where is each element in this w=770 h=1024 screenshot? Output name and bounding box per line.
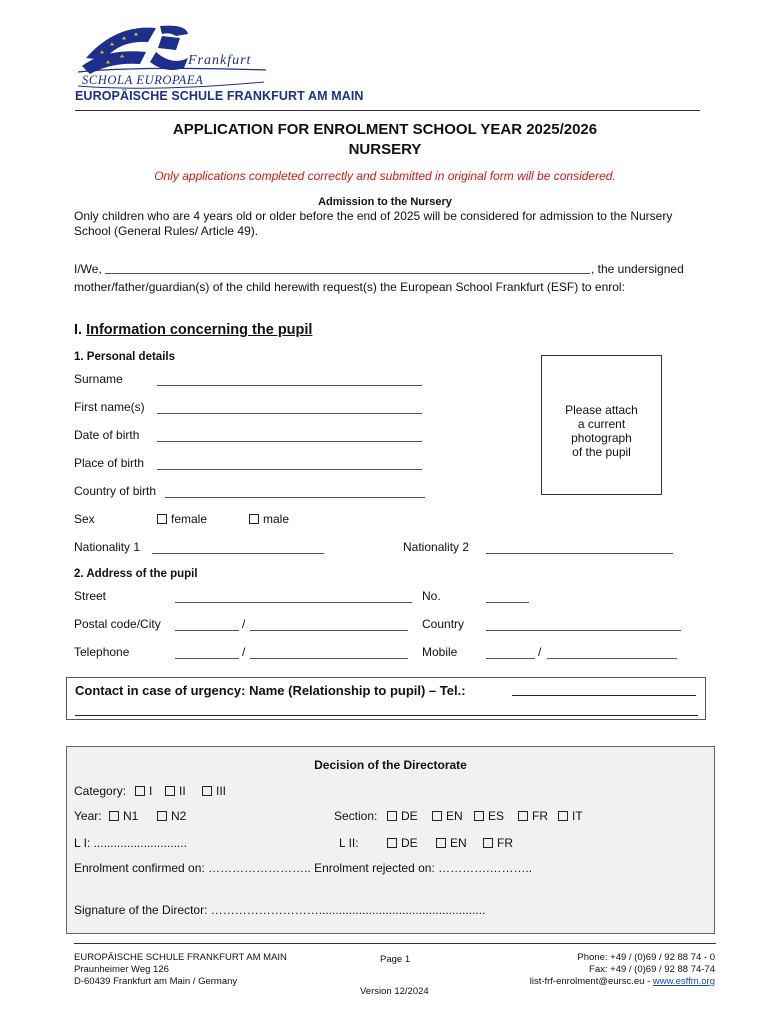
category-option-ii[interactable]	[165, 784, 186, 798]
photo-text-1: Please attach	[565, 403, 638, 417]
first-names-label: First name(s)	[74, 400, 145, 414]
year-n2-label: N2	[171, 809, 187, 823]
form-subtitle: NURSERY	[348, 141, 422, 158]
category-ii-checkbox[interactable]	[165, 786, 175, 796]
sex-male-option[interactable]	[249, 512, 289, 526]
l2-de-label: DE	[401, 836, 418, 850]
male-checkbox[interactable]	[249, 514, 259, 524]
section-1-number: I.	[74, 322, 83, 338]
postal-separator: /	[242, 617, 246, 631]
mobile-label: Mobile	[422, 645, 458, 659]
photo-text-3: photograph	[571, 431, 632, 445]
photo-text-2: a current	[577, 417, 626, 431]
nationality1-field[interactable]	[152, 542, 324, 554]
dob-field[interactable]	[157, 430, 422, 442]
section-fr-checkbox[interactable]	[518, 811, 528, 821]
school-name: EUROPÄISCHE SCHULE FRANKFURT AM MAIN	[75, 89, 364, 103]
country-of-birth-field[interactable]	[165, 486, 425, 498]
category-option-i[interactable]	[135, 784, 152, 798]
form-title: APPLICATION FOR ENROLMENT SCHOOL YEAR 2025/2026	[172, 121, 598, 138]
urgency-contact-field[interactable]	[512, 685, 696, 696]
dob-label: Date of birth	[74, 428, 140, 442]
version: Version 12/2024	[360, 986, 429, 997]
year-n1-label: N1	[123, 809, 139, 823]
footer-city: D-60439 Frankfurt am Main / Germany	[74, 976, 238, 987]
telephone-label: Telephone	[74, 645, 130, 659]
footer-email-line	[470, 976, 715, 988]
telephone-prefix-field[interactable]	[175, 647, 239, 659]
l2-en-label: EN	[450, 836, 467, 850]
l2-option-en[interactable]	[436, 836, 467, 850]
section-en-label: EN	[446, 809, 463, 823]
footer-divider	[74, 943, 716, 944]
footer-street: Praunheimer Weg 126	[74, 964, 169, 975]
first-names-field[interactable]	[157, 402, 422, 414]
category-label: Category:	[74, 784, 127, 798]
country-of-birth-label: Country of birth	[74, 484, 157, 498]
pob-label: Place of birth	[74, 456, 145, 470]
postal-city-label: Postal code/City	[74, 617, 161, 631]
year-label: Year:	[74, 809, 102, 823]
section-en-checkbox[interactable]	[432, 811, 442, 821]
female-checkbox[interactable]	[157, 514, 167, 524]
footer-email[interactable]: list-frf-enrolment@eursc.eu -	[529, 976, 653, 987]
section-option-en[interactable]	[432, 809, 463, 823]
category-i-label: I	[149, 784, 153, 798]
l1-label: L I: ............................	[74, 836, 187, 850]
logo-frankfurt-text: Frankfurt	[188, 53, 252, 68]
footer-fax: Fax: +49 / (0)69 / 92 88 74-74	[589, 964, 715, 975]
year-n2-checkbox[interactable]	[157, 811, 167, 821]
male-label: male	[263, 512, 290, 526]
sex-female-option[interactable]	[157, 512, 207, 526]
directorate-heading: Decision of the Directorate	[314, 758, 467, 772]
section-1-heading	[74, 322, 312, 338]
section-label: Section:	[334, 809, 378, 823]
category-i-checkbox[interactable]	[135, 786, 145, 796]
surname-label: Surname	[74, 372, 123, 386]
mobile-prefix-field[interactable]	[486, 647, 535, 659]
year-option-n1[interactable]	[109, 809, 138, 823]
nationality2-field[interactable]	[486, 542, 673, 554]
mobile-number-field[interactable]	[547, 647, 677, 659]
enrolment-decision: Enrolment confirmed on: …………………….. Enrolment rejected on: ………….………..	[74, 861, 533, 875]
section-de-label: DE	[401, 809, 418, 823]
footer-school: EUROPÄISCHE SCHULE FRANKFURT AM MAIN	[74, 952, 287, 963]
declaration-prefix: I/We,	[74, 262, 102, 276]
year-n1-checkbox[interactable]	[109, 811, 119, 821]
surname-field[interactable]	[157, 374, 422, 386]
nationality2-label: Nationality 2	[403, 540, 470, 554]
street-field[interactable]	[175, 591, 412, 603]
section-de-checkbox[interactable]	[387, 811, 397, 821]
sex-label: Sex	[74, 512, 95, 526]
declaration-suffix: , the undersigned	[591, 262, 684, 276]
photo-box[interactable]	[541, 355, 662, 495]
section-fr-label: FR	[532, 809, 548, 823]
admission-text: Only children who are 4 years old or older before the end of 2025 will be considered for admission to the Nursery School (General Rules/ Article 49).	[74, 209, 673, 238]
section-option-es[interactable]	[474, 809, 504, 823]
parent-name-field[interactable]	[105, 264, 590, 274]
postal-code-field[interactable]	[175, 619, 239, 631]
urgency-contact-field-line2[interactable]	[75, 705, 698, 716]
nationality1-label: Nationality 1	[74, 540, 141, 554]
header-divider	[75, 110, 700, 111]
country-label: Country	[422, 617, 465, 631]
declaration-text: mother/father/guardian(s) of the child herewith request(s) the European School Frankfurt (ESF) to enrol:	[74, 280, 625, 294]
footer-phone: Phone: +49 / (0)69 / 92 88 74 - 0	[577, 952, 715, 963]
l2-option-fr[interactable]	[483, 836, 513, 850]
section-1-title: Information concerning the pupil	[86, 322, 313, 338]
l2-fr-label: FR	[497, 836, 513, 850]
pob-field[interactable]	[157, 458, 422, 470]
house-no-field[interactable]	[486, 591, 529, 603]
footer-web-link[interactable]: www.esffm.org	[652, 976, 715, 987]
personal-details-heading: 1. Personal details	[74, 351, 175, 363]
page-number: Page 1	[380, 954, 411, 965]
l2-fr-checkbox[interactable]	[483, 838, 493, 848]
footer-address	[74, 952, 287, 988]
mobile-separator: /	[538, 645, 542, 659]
l2-en-checkbox[interactable]	[436, 838, 446, 848]
category-iii-label: III	[216, 784, 227, 798]
section-option-fr[interactable]	[518, 809, 548, 823]
footer-contact	[470, 952, 715, 988]
year-option-n2[interactable]	[157, 809, 186, 823]
school-logo	[76, 22, 271, 90]
category-option-iii[interactable]	[202, 784, 226, 798]
l2-de-checkbox[interactable]	[387, 838, 397, 848]
section-es-label: ES	[488, 809, 505, 823]
category-ii-label: II	[179, 784, 186, 798]
female-label: female	[171, 512, 208, 526]
urgency-label: Contact in case of urgency: Name (Relationship to pupil) – Tel.:	[75, 683, 466, 698]
warning-note: Only applications completed correctly and submitted in original form will be considered.	[154, 169, 616, 183]
section-es-checkbox[interactable]	[474, 811, 484, 821]
country-field[interactable]	[486, 619, 681, 631]
telephone-number-field[interactable]	[250, 647, 408, 659]
city-field[interactable]	[250, 619, 408, 631]
logo-schola-text: SCHOLA EUROPAEA	[82, 73, 204, 87]
section-it-label: IT	[572, 809, 583, 823]
admission-heading: Admission to the Nursery	[318, 196, 452, 208]
section-option-de[interactable]	[387, 809, 418, 823]
section-it-checkbox[interactable]	[558, 811, 568, 821]
category-iii-checkbox[interactable]	[202, 786, 212, 796]
house-no-label: No.	[422, 589, 441, 603]
director-signature: Signature of the Director: ………………………..................................................	[74, 903, 486, 917]
street-label: Street	[74, 589, 107, 603]
l2-label: L II:	[339, 836, 359, 850]
photo-text-4: of the pupil	[572, 445, 631, 459]
section-option-it[interactable]	[558, 809, 583, 823]
address-heading: 2. Address of the pupil	[74, 568, 198, 580]
l2-option-de[interactable]	[387, 836, 418, 850]
telephone-separator: /	[242, 645, 246, 659]
